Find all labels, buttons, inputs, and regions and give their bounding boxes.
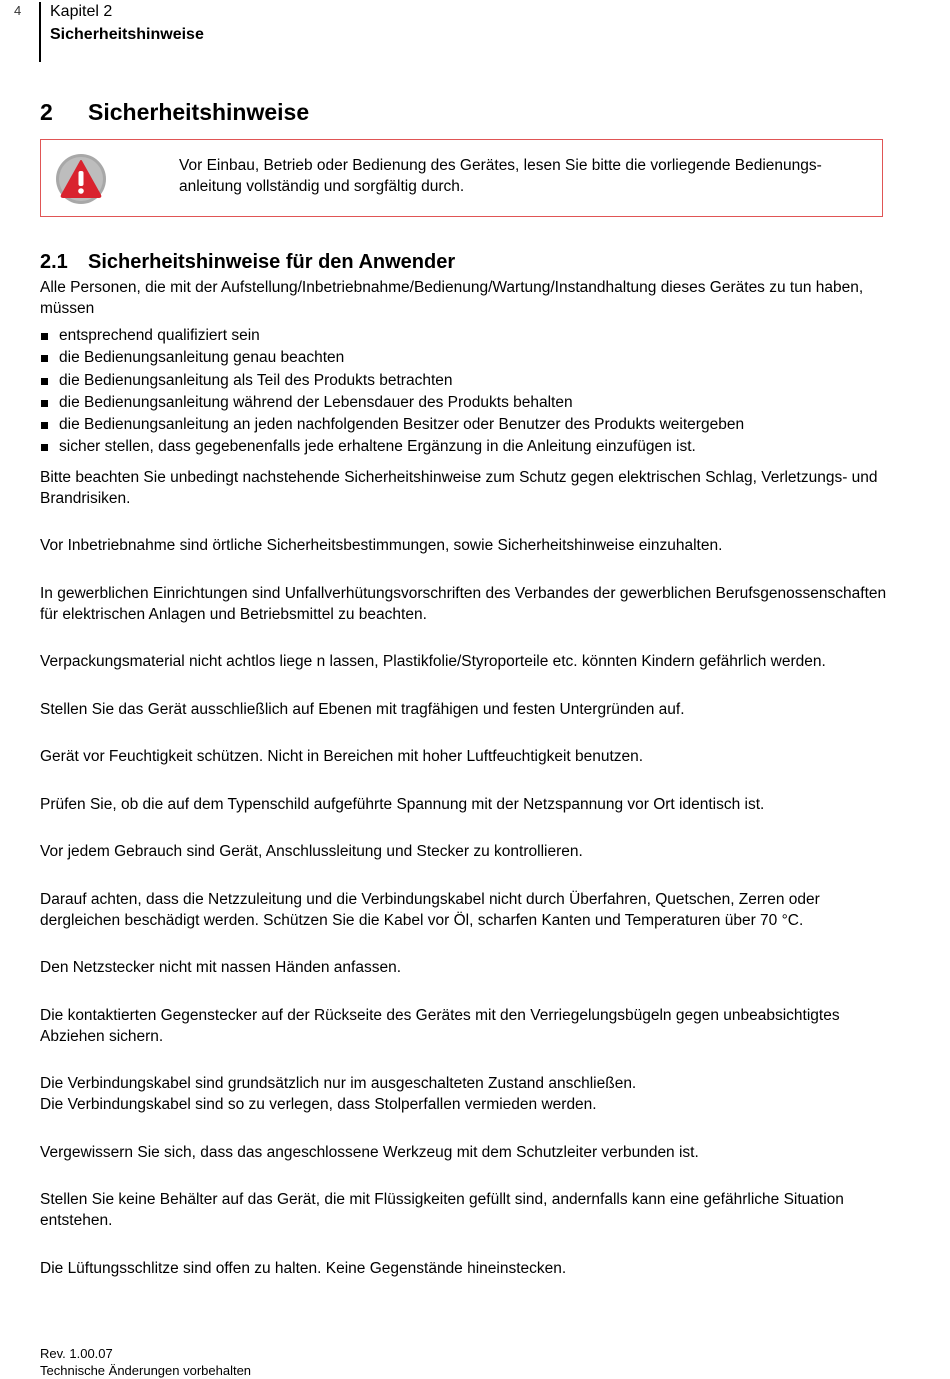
subsection-number: 2.1 xyxy=(40,251,68,273)
bullet-square-icon xyxy=(41,355,48,362)
intro-paragraph: Alle Personen, die mit der Aufstellung/Inbetriebnahme/Bedienung/Wartung/Instandhaltung dieses Gerätes zu tun haben, müssen xyxy=(40,279,864,317)
paragraph: Die kontaktierten Gegenstecker auf der Rückseite des Gerätes mit den Verriegelungsbügeln gegen unbeabsichtigtes Abziehen sichern. xyxy=(40,1006,840,1045)
paragraph-line: Die Verbindungskabel sind grundsätzlich nur im ausgeschalteten Zustand anschließen. xyxy=(40,1075,637,1093)
requirements-list xyxy=(40,325,890,459)
chapter-title: Sicherheitshinweise xyxy=(50,26,204,43)
paragraph: Vergewissern Sie sich, dass das angeschlossene Werkzeug mit dem Schutzleiter verbunden ist. xyxy=(40,1143,699,1161)
section-title: Sicherheitshinweise xyxy=(88,99,310,125)
section-heading xyxy=(40,97,309,127)
paragraph-line: Die Verbindungskabel sind so zu verlegen, dass Stolperfallen vermieden werden. xyxy=(40,1096,597,1114)
subsection-title: Sicherheitshinweise für den Anwender xyxy=(88,251,456,273)
paragraph: Vor jedem Gebrauch sind Gerät, Anschlussleitung und Stecker zu kontrollieren. xyxy=(40,843,583,861)
page-number: 4 xyxy=(14,3,22,18)
paragraph: Stellen Sie keine Behälter auf das Gerät, die mit Flüssigkeiten gefüllt sind, andernfalls kann eine gefährliche Situation entstehen. xyxy=(40,1191,844,1230)
warning-triangle-icon xyxy=(55,153,107,205)
list-item: die Bedienungsanleitung während der Lebensdauer des Produkts behalten xyxy=(40,392,890,414)
bullet-square-icon xyxy=(41,444,48,451)
bullet-square-icon xyxy=(41,422,48,429)
warning-box xyxy=(40,139,883,217)
bullet-square-icon xyxy=(41,333,48,340)
header-divider xyxy=(39,2,41,62)
bullet-square-icon xyxy=(41,400,48,407)
bullet-square-icon xyxy=(41,378,48,385)
paragraph: Die Lüftungsschlitze sind offen zu halten. Keine Gegenstände hineinstecken. xyxy=(40,1259,567,1277)
list-item: die Bedienungsanleitung an jeden nachfolgenden Besitzer oder Benutzer des Produkts weitergeben xyxy=(40,414,890,436)
warning-text: Vor Einbau, Betrieb oder Bedienung des Gerätes, lesen Sie bitte die vorliegende Bedienungs-anleitung vollständig und sorgfältig durch. xyxy=(179,157,822,195)
cable-paragraph xyxy=(40,1073,890,1115)
footer-note: Technische Änderungen vorbehalten xyxy=(40,1363,252,1378)
list-item: sicher stellen, dass gegebenenfalls jede erhaltene Ergänzung in die Anleitung einzufügen ist. xyxy=(40,436,890,458)
list-item: die Bedienungsanleitung als Teil des Produkts betrachten xyxy=(40,370,890,392)
paragraph: Bitte beachten Sie unbedingt nachstehende Sicherheitshinweise zum Schutz gegen elektrischen Schlag, Verletzungs- und Brandrisiken. xyxy=(40,468,878,507)
list-item: entsprechend qualifiziert sein xyxy=(40,325,890,347)
chapter-label: Kapitel 2 xyxy=(50,3,113,20)
section-number: 2 xyxy=(40,99,53,125)
paragraph: Verpackungsmaterial nicht achtlos liege n lassen, Plastikfolie/Styroporteile etc. könnten Kindern gefährlich werden. xyxy=(40,653,826,671)
paragraph: Stellen Sie das Gerät ausschließlich auf Ebenen mit tragfähigen und festen Untergründen auf. xyxy=(40,700,685,718)
page-footer xyxy=(40,1345,251,1379)
paragraph: Prüfen Sie, ob die auf dem Typenschild aufgeführte Spannung mit der Netzspannung vor Ort identisch ist. xyxy=(40,795,765,813)
paragraph: Den Netzstecker nicht mit nassen Händen anfassen. xyxy=(40,959,401,977)
main-content xyxy=(40,248,890,1305)
paragraph: Vor Inbetriebnahme sind örtliche Sicherheitsbestimmungen, sowie Sicherheitshinweise einzuhalten. xyxy=(40,537,723,555)
paragraph: In gewerblichen Einrichtungen sind Unfallverhütungsvorschriften des Verbandes der gewerblichen Berufsgenossenschaften für elektrischen Anlagen und Betriebsmittel zu beachten. xyxy=(40,584,887,623)
revision-label: Rev. 1.00.07 xyxy=(40,1346,113,1361)
list-item: die Bedienungsanleitung genau beachten xyxy=(40,347,890,369)
subsection-heading xyxy=(40,248,890,276)
paragraph: Gerät vor Feuchtigkeit schützen. Nicht in Bereichen mit hoher Luftfeuchtigkeit benutzen. xyxy=(40,748,644,766)
paragraph: Darauf achten, dass die Netzzuleitung und die Verbindungskabel nicht durch Überfahren, Quetschen, Zerren oder dergleichen beschädigt werden. Schützen Sie die Kabel vor Öl, scharfen Kanten und Temperaturen über 70 °C. xyxy=(40,890,820,929)
